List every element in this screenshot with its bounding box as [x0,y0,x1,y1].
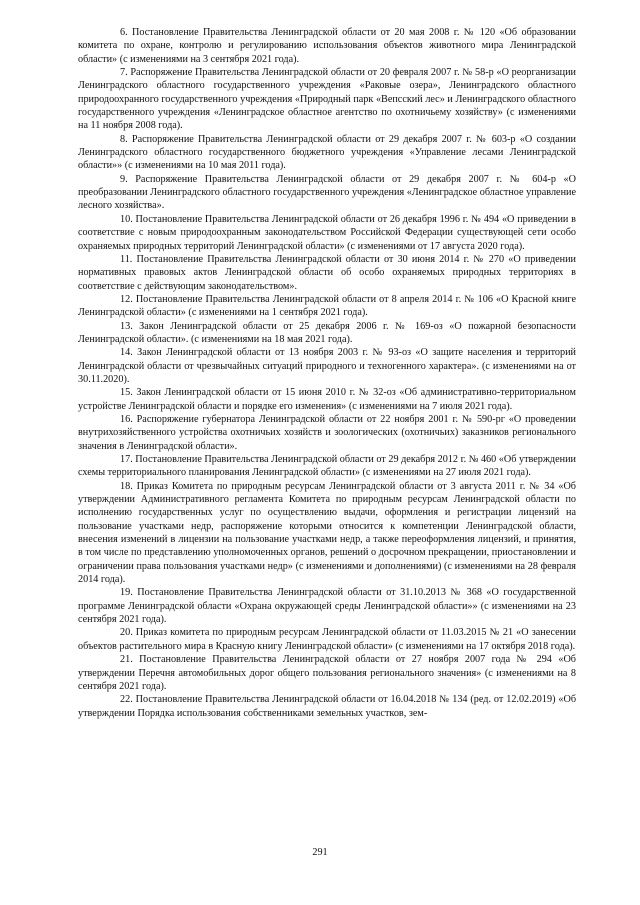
paragraph-13: 13. Закон Ленинградской области от 25 декабря 2006 г. № 169-оз «О пожарной безопасности Ленинградской области». (с изменениями на 18 мая 2021 года). [78,320,576,345]
paragraph-9: 9. Распоряжение Правительства Ленинградской области от 29 декабря 2007 г. № 604-р «О преобразовании Ленинградского областного государственного учреждения «Ленинградское областное управление лесного хозяйства». [78,173,576,212]
paragraph-7: 7. Распоряжение Правительства Ленинградской области от 20 февраля 2007 г. № 58-р «О реорганизации Ленинградского областного государственного учреждения «Раковые озера», Ленинградского областного природоохранного государственного учреждения «Природный парк «Вепсский лес» и Ленинградского областного государственного учреждения «Ленинградское областное агентство по охотничьему хозяйству» (с изменениями на 11 ноября 2008 года). [78,67,576,132]
paragraph-12: 12. Постановление Правительства Ленинградской области от 8 апреля 2014 г. № 106 «О Красной книге Ленинградской области» (с изменениями на 1 сентября 2021 года). [78,293,576,319]
paragraph-17: 17. Постановление Правительства Ленинградской области от 29 декабря 2012 г. № 460 «Об утверждении схемы территориального планирования Ленинградской области» (с изменениями на 27 июля 2021 года). [78,454,576,479]
paragraph-14: 14. Закон Ленинградской области от 13 ноября 2003 г. № 93-оз «О защите населения и территорий Ленинградской области от чрезвычайных ситуаций природного и техногенного характера». (с изменениями на от 30.11.2020). [78,347,576,385]
paragraph-11: 11. Постановление Правительства Ленинградской области от 30 июня 2014 г. № 270 «О приведении нормативных правовых актов Ленинградской области об особо охраняемых природных территориях в соответствие с действующим законодательством». [78,253,576,292]
paragraph-19: 19. Постановление Правительства Ленинградской области от 31.10.2013 № 368 «О государственной программе Ленинградской области «Охрана окружающей среды Ленинградской области»» (с изменениями на 23 сентября 2021 года). [78,587,576,626]
paragraph-22: 22. Постановление Правительства Ленинградской области от 16.04.2018 № 134 (ред. от 12.02.2019) «Об утверждении Порядка использования собственниками земельных участков, зем- [78,694,576,719]
paragraph-15: 15. Закон Ленинградской области от 15 июня 2010 г. № 32-оз «Об административно-территориальном устройстве Ленинградской области и порядке его изменения» (с изменениями на 7 июля 2021 года). [78,387,576,412]
page-number: 291 [312,847,328,858]
document-body [78,26,576,720]
paragraph-18: 18. Приказ Комитета по природным ресурсам Ленинградской области от 3 августа 2011 г. № 34 «Об утверждении Административного регламента Комитета по природным ресурсам Ленинградской области по исполнению государственных услуг по осуществлению выдачи, оформления и регистрации лицензий на пользование участками недр, распоряжение которыми относится к компетенции Ленинградской области, внесения изменений в лицензии на пользование участками недр, а также переоформления лицензий, и принятия, в том числе по представлению уполномоченных органов, решений о досрочном прекращении, приостановлении и ограничении права пользования участками недр» (с изменениями и дополнениями) (с изменениями на 28 февраля 2014 года). [78,480,576,586]
paragraph-6: 6. Постановление Правительства Ленинградской области от 20 мая 2008 г. № 120 «Об образовании комитета по охране, контролю и регулированию использования объектов животного мира Ленинградской области» (с изменениями на 3 сентября 2021 года). [78,27,576,65]
paragraph-20: 20. Приказ комитета по природным ресурсам Ленинградской области от 11.03.2015 № 21 «О занесении объектов растительного мира в Красную книгу Ленинградской области» (с изменениями на 17 октября 2018 года). [78,627,576,652]
paragraph-16: 16. Распоряжение губернатора Ленинградской области от 22 ноября 2001 г. № 590-рг «О проведении внутрихозяйственного устройства охотничьих хозяйств и зоологических (охотничьих) заказников регионального значения в Ленинградской области». [78,413,576,452]
paragraph-10: 10. Постановление Правительства Ленинградской области от 26 декабря 1996 г. № 494 «О приведении в соответствие с новым природоохранным законодательством Российской Федерации существующей сети особо охраняемых природных территорий Ленинградской области» (с изменениями от 17 августа 2020 года). [78,213,576,252]
paragraph-8: 8. Распоряжение Правительства Ленинградской области от 29 декабря 2007 г. № 603-р «О создании Ленинградского областного государственного бюджетного учреждения «Управление лесами Ленинградской области»» (с изменениями на 10 мая 2011 года). [78,133,576,172]
paragraph-21: 21. Постановление Правительства Ленинградской области от 27 ноября 2007 года № 294 «Об утверждении Перечня автомобильных дорог общего пользования регионального значения» (с изменениями на 8 сентября 2021 года). [78,654,576,692]
